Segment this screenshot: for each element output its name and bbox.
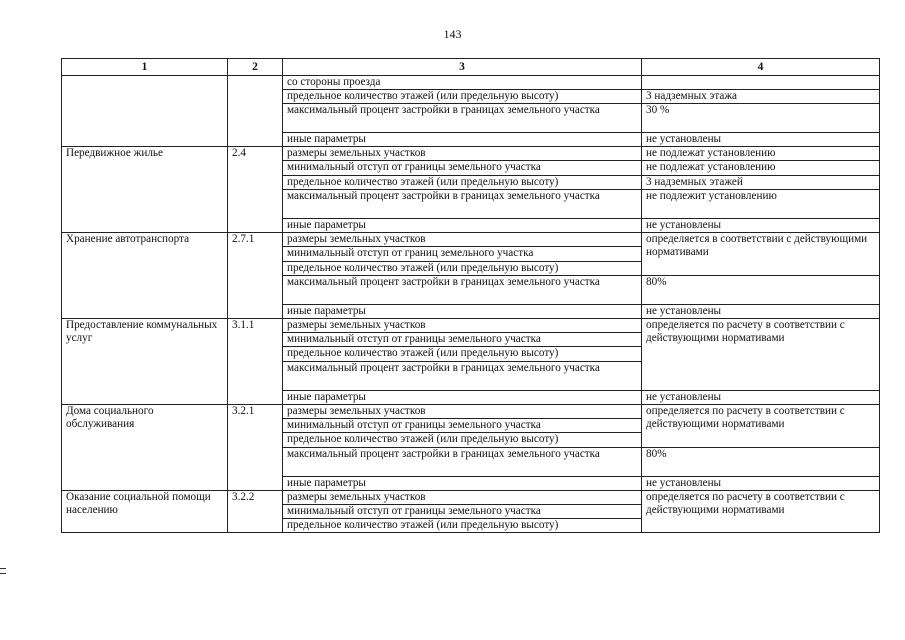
use-code-cell: 3.2.1: [228, 404, 283, 490]
header-col-2: 2: [228, 59, 283, 76]
parameter-cell: предельное количество этажей (или предельную высоту): [283, 433, 642, 447]
value-cell: не установлены: [642, 476, 880, 490]
table-row: [62, 233, 880, 247]
use-name-cell: Хранение автотранспорта: [62, 233, 228, 319]
parameter-cell: размеры земельных участков: [283, 318, 642, 332]
parameter-cell: предельное количество этажей (или предельную высоту): [283, 261, 642, 275]
value-cell: 80%: [642, 275, 880, 304]
value-cell: не подлежат установлению: [642, 147, 880, 161]
parameter-cell: размеры земельных участков: [283, 490, 642, 504]
parameter-cell: максимальный процент застройки в границах земельного участка: [283, 189, 642, 218]
use-name-cell: [62, 75, 228, 147]
value-cell: не подлежат установлению: [642, 161, 880, 175]
parameter-cell: размеры земельных участков: [283, 404, 642, 418]
parameter-cell: максимальный процент застройки в границах земельного участка: [283, 447, 642, 476]
table-row: [62, 75, 880, 89]
parameter-cell: предельное количество этажей (или предельную высоту): [283, 519, 642, 533]
parameter-cell: предельное количество этажей (или предельную высоту): [283, 89, 642, 103]
header-col-4: 4: [642, 59, 880, 76]
value-cell: определяется по расчету в соответствии с действующими нормативами: [642, 404, 880, 447]
header-row: [62, 59, 880, 76]
parameter-cell: минимальный отступ от границы земельного участка: [283, 504, 642, 518]
value-cell: не установлены: [642, 133, 880, 147]
use-name-cell: Предоставление коммунальных услуг: [62, 318, 228, 404]
table-row: [62, 147, 880, 161]
value-cell: не установлены: [642, 218, 880, 232]
parameter-cell: предельное количество этажей (или предельную высоту): [283, 347, 642, 361]
table-row: [62, 404, 880, 418]
value-cell: определяется по расчету в соответствии с действующими нормативами: [642, 318, 880, 390]
parameter-cell: предельное количество этажей (или предельную высоту): [283, 175, 642, 189]
parameter-cell: иные параметры: [283, 476, 642, 490]
header-col-3: 3: [283, 59, 642, 76]
use-name-cell: Передвижное жилье: [62, 147, 228, 233]
use-code-cell: 2.7.1: [228, 233, 283, 319]
zoning-parameters-table: [61, 58, 880, 533]
use-code-cell: 3.1.1: [228, 318, 283, 404]
table-row: [62, 490, 880, 504]
parameter-cell: иные параметры: [283, 304, 642, 318]
parameter-cell: иные параметры: [283, 218, 642, 232]
value-cell: 3 надземных этажа: [642, 89, 880, 103]
value-cell: [642, 75, 880, 89]
value-cell: определяется по расчету в соответствии с действующими нормативами: [642, 490, 880, 533]
table-row: [62, 318, 880, 332]
parameter-cell: иные параметры: [283, 390, 642, 404]
use-name-cell: Оказание социальной помощи населению: [62, 490, 228, 533]
value-cell: не подлежит установлению: [642, 189, 880, 218]
use-name-cell: Дома социального обслуживания: [62, 404, 228, 490]
parameter-cell: размеры земельных участков: [283, 147, 642, 161]
parameter-cell: минимальный отступ от границы земельного участка: [283, 333, 642, 347]
parameter-cell: максимальный процент застройки в границах земельного участка: [283, 361, 642, 390]
parameter-cell: максимальный процент застройки в границах земельного участка: [283, 275, 642, 304]
parameter-cell: иные параметры: [283, 133, 642, 147]
parameter-cell: минимальный отступ от границы земельного участка: [283, 419, 642, 433]
use-code-cell: 3.2.2: [228, 490, 283, 533]
parameter-cell: минимальный отступ от границ земельного участка: [283, 247, 642, 261]
parameter-cell: размеры земельных участков: [283, 233, 642, 247]
value-cell: 30 %: [642, 104, 880, 133]
use-code-cell: 2.4: [228, 147, 283, 233]
value-cell: 3 надземных этажей: [642, 175, 880, 189]
use-code-cell: [228, 75, 283, 147]
parameter-cell: минимальный отступ от границы земельного участка: [283, 161, 642, 175]
value-cell: 80%: [642, 447, 880, 476]
value-cell: не установлены: [642, 304, 880, 318]
parameter-cell: со стороны проезда: [283, 75, 642, 89]
page-number: 143: [443, 27, 462, 41]
value-cell: не установлены: [642, 390, 880, 404]
margin-mark: [0, 568, 6, 574]
parameter-cell: максимальный процент застройки в границах земельного участка: [283, 104, 642, 133]
header-col-1: 1: [62, 59, 228, 76]
value-cell: определяется в соответствии с действующими нормативами: [642, 233, 880, 276]
